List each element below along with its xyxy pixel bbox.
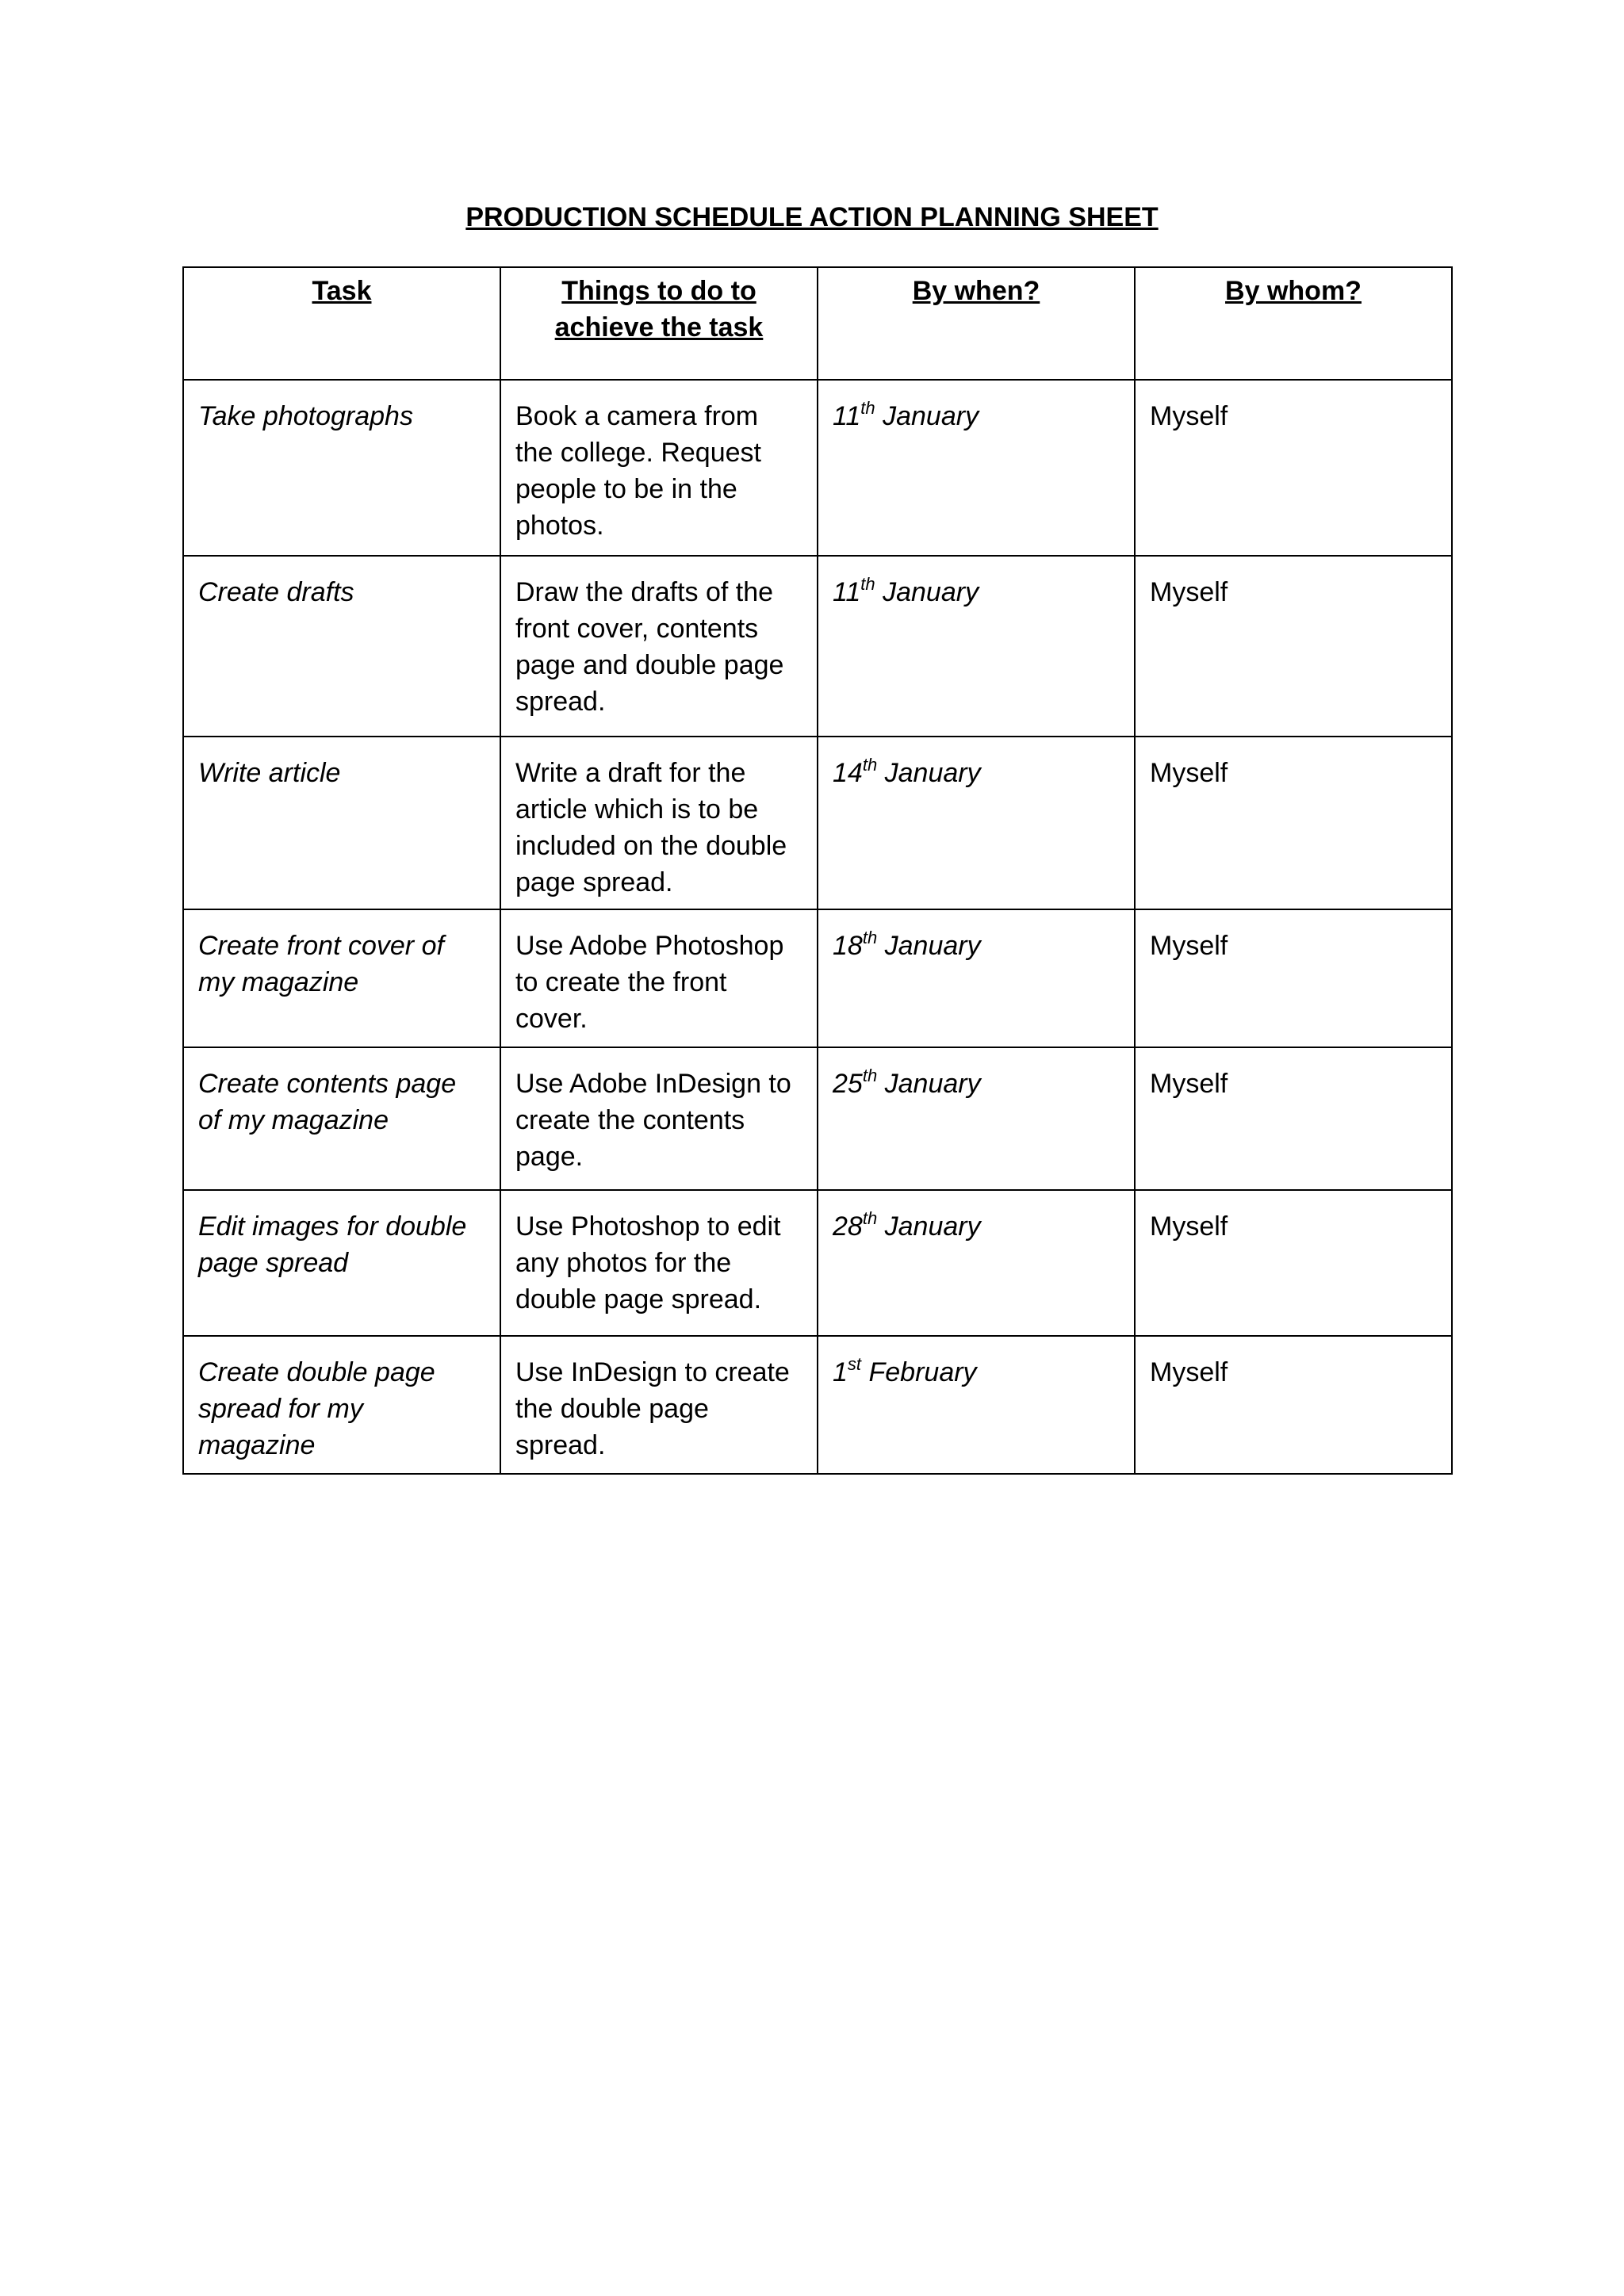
table-row xyxy=(183,380,1452,556)
header-by-whom: By whom? xyxy=(1135,267,1452,380)
page-title: PRODUCTION SCHEDULE ACTION PLANNING SHEET xyxy=(465,202,1159,232)
header-task: Task xyxy=(183,267,500,380)
todo-cell: Use InDesign to create the double page spread. xyxy=(500,1336,818,1474)
task-cell: Write article xyxy=(183,737,500,909)
date-cell: 1st February xyxy=(818,1336,1135,1474)
date-cell: 14th January xyxy=(818,737,1135,909)
schedule-table xyxy=(182,266,1453,1475)
whom-cell: Myself xyxy=(1135,737,1452,909)
task-cell: Take photographs xyxy=(183,380,500,556)
task-cell: Create contents page of my magazine xyxy=(183,1047,500,1190)
todo-cell: Write a draft for the article which is to be included on the double page spread. xyxy=(500,737,818,909)
whom-cell: Myself xyxy=(1135,1047,1452,1190)
date-cell: 18th January xyxy=(818,909,1135,1047)
todo-cell: Use Adobe Photoshop to create the front cover. xyxy=(500,909,818,1047)
date-cell: 25th January xyxy=(818,1047,1135,1190)
todo-cell: Book a camera from the college. Request people to be in the photos. xyxy=(500,380,818,556)
whom-cell: Myself xyxy=(1135,1190,1452,1336)
task-cell: Create front cover of my magazine xyxy=(183,909,500,1047)
whom-cell: Myself xyxy=(1135,556,1452,737)
date-cell: 11th January xyxy=(818,380,1135,556)
table-row xyxy=(183,1047,1452,1190)
whom-cell: Myself xyxy=(1135,909,1452,1047)
table-row xyxy=(183,1336,1452,1474)
table-header-row xyxy=(183,267,1452,380)
todo-cell: Draw the drafts of the front cover, contents page and double page spread. xyxy=(500,556,818,737)
whom-cell: Myself xyxy=(1135,380,1452,556)
todo-cell: Use Photoshop to edit any photos for the double page spread. xyxy=(500,1190,818,1336)
task-cell: Edit images for double page spread xyxy=(183,1190,500,1336)
whom-cell: Myself xyxy=(1135,1336,1452,1474)
todo-cell: Use Adobe InDesign to create the contents page. xyxy=(500,1047,818,1190)
task-cell: Create double page spread for my magazine xyxy=(183,1336,500,1474)
header-things-to-do: Things to do to achieve the task xyxy=(500,267,818,380)
date-cell: 28th January xyxy=(818,1190,1135,1336)
task-cell: Create drafts xyxy=(183,556,500,737)
table-row xyxy=(183,556,1452,737)
date-cell: 11th January xyxy=(818,556,1135,737)
header-by-when: By when? xyxy=(818,267,1135,380)
table-row xyxy=(183,1190,1452,1336)
table-row xyxy=(183,737,1452,909)
table-row xyxy=(183,909,1452,1047)
